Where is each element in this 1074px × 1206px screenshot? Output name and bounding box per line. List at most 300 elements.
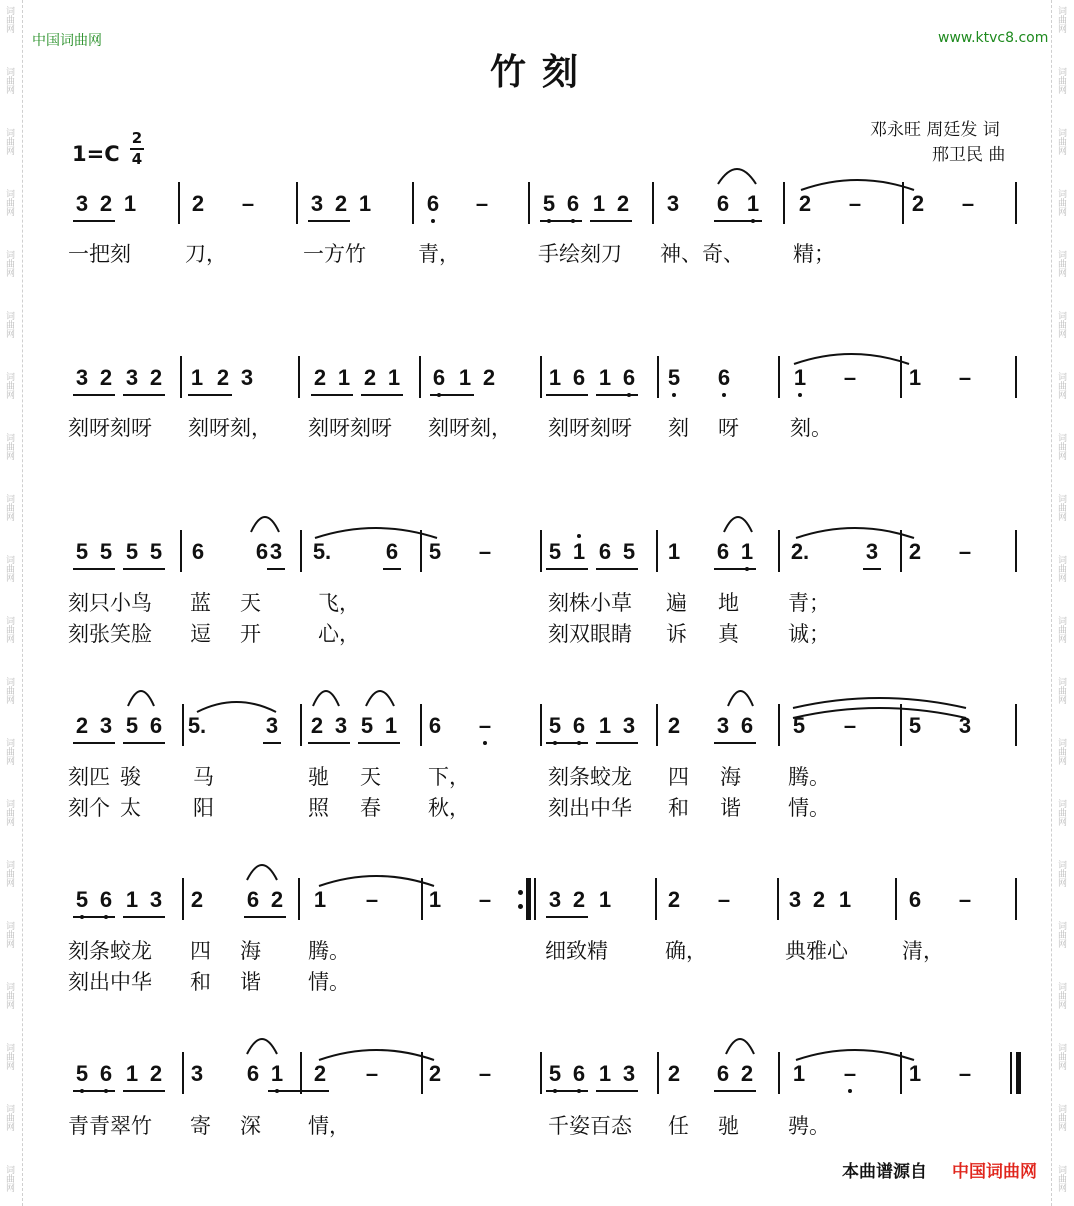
note: 2 xyxy=(99,365,113,390)
note: 6 xyxy=(619,364,639,392)
dash-extension: – xyxy=(848,191,862,216)
lyric-syllable-group: 刻双眼睛 xyxy=(548,622,632,646)
note: 5 xyxy=(72,1060,92,1088)
key-signature: 1=C xyxy=(72,142,120,166)
beam-underline xyxy=(596,394,638,396)
lyric-syllable-group: 任 xyxy=(668,1114,689,1138)
footer-site-name: 中国词曲网 xyxy=(952,1162,1037,1182)
side-watermark-text: 词曲网 xyxy=(4,1043,14,1070)
beam-underline xyxy=(308,742,350,744)
dash-extension: – xyxy=(475,191,489,216)
lyric-syllable-group: 和 xyxy=(190,970,211,994)
lyric-syllable-group: 下， xyxy=(428,765,470,789)
note: 5 xyxy=(539,190,559,218)
beam-underline xyxy=(123,742,165,744)
dash-extension: – xyxy=(717,887,731,912)
note: 2 xyxy=(482,365,496,390)
barline xyxy=(1015,182,1017,224)
lyric-syllable-group: 刻条蛟龙 xyxy=(68,939,152,963)
lyric-syllable-group: 驰 xyxy=(308,765,329,789)
dash-extension: – xyxy=(241,191,255,216)
note: 6 xyxy=(96,886,116,914)
side-watermark-text: 词曲网 xyxy=(4,372,14,399)
side-watermark-text: 词曲网 xyxy=(1056,6,1066,33)
barline xyxy=(412,182,414,224)
lyric-syllable-group: 精； xyxy=(793,242,835,266)
beam-underline xyxy=(73,568,115,570)
note: 6 xyxy=(429,364,449,392)
lyric-syllable-group: 青青翠竹 xyxy=(68,1114,152,1138)
barline xyxy=(656,530,658,572)
note: 3 xyxy=(240,365,254,390)
lyric-syllable-group: 刻只小鸟 xyxy=(68,591,152,615)
beam-underline xyxy=(714,220,762,222)
side-watermark-text: 词曲网 xyxy=(1056,982,1066,1009)
beam-underline xyxy=(263,742,281,744)
lyric-syllable-group: 情。 xyxy=(788,796,830,820)
note: 2 xyxy=(572,887,586,912)
lyric-syllable-group: 刻呀刻， xyxy=(188,416,272,440)
lyric-syllable-group: 青； xyxy=(788,591,830,615)
note: 3 xyxy=(265,713,279,738)
lyric-syllable-group: 照 xyxy=(308,796,329,820)
beam-underline xyxy=(73,1090,115,1092)
side-watermark-text: 词曲网 xyxy=(4,1165,14,1192)
note: 2 xyxy=(270,887,284,912)
lyric-syllable-group: 秋， xyxy=(428,796,470,820)
barline xyxy=(1015,356,1017,398)
tie-arc xyxy=(795,1046,915,1062)
barline xyxy=(534,878,536,920)
site-url-right: www.ktvc8.com xyxy=(938,30,1049,46)
note: 1 xyxy=(387,365,401,390)
side-watermark-text: 词曲网 xyxy=(1056,1165,1066,1192)
note: 1 xyxy=(358,191,372,216)
note: 3 xyxy=(75,365,89,390)
lyric-syllable-group: 谐 xyxy=(720,796,741,820)
barline xyxy=(298,356,300,398)
beam-underline xyxy=(267,568,285,570)
note: 1 xyxy=(384,713,398,738)
side-watermark-text: 词曲网 xyxy=(4,433,14,460)
tie-arc xyxy=(792,704,967,720)
dash-extension: – xyxy=(843,365,857,390)
barline xyxy=(778,356,780,398)
lyric-syllable-group: 马 xyxy=(193,765,214,789)
barline xyxy=(778,530,780,572)
note: 3 xyxy=(269,539,283,564)
lyric-syllable-group: 刻呀刻呀 xyxy=(68,416,152,440)
dash-extension: – xyxy=(958,539,972,564)
lyric-syllable-group: 刻呀刻， xyxy=(428,416,512,440)
barline xyxy=(778,1052,780,1094)
beam-underline xyxy=(268,1090,329,1092)
dash-extension: – xyxy=(961,191,975,216)
note: 3 xyxy=(788,887,802,912)
low-octave-dot xyxy=(483,741,487,745)
note: 2 xyxy=(310,713,324,738)
lyric-syllable-group: 开 xyxy=(240,622,261,646)
lyric-syllable-group: 千姿百态 xyxy=(548,1114,632,1138)
note: 5 xyxy=(545,712,565,740)
side-watermark-text: 词曲网 xyxy=(4,738,14,765)
lyric-syllable-group: 天 xyxy=(240,591,261,615)
lyric-syllable-group: 情。 xyxy=(308,970,350,994)
tie-arc xyxy=(196,698,277,714)
lyric-syllable-group: 真 xyxy=(718,622,739,646)
lyric-syllable-group: 谐 xyxy=(240,970,261,994)
lyric-syllable-group: 刀， xyxy=(185,242,227,266)
note: 6 xyxy=(572,365,586,390)
note: 2 xyxy=(798,191,812,216)
barline xyxy=(300,1052,302,1094)
side-watermark-text: 词曲网 xyxy=(4,616,14,643)
lyric-syllable-group: 遍 xyxy=(666,591,687,615)
beam-underline xyxy=(596,742,638,744)
note: 3 xyxy=(99,713,113,738)
note: 1 xyxy=(790,364,810,392)
note: 1 xyxy=(313,887,327,912)
fermata-arc xyxy=(246,864,278,882)
beam-underline xyxy=(123,1090,165,1092)
note: 2 xyxy=(216,365,230,390)
dash-extension: – xyxy=(478,1061,492,1086)
barline xyxy=(182,1052,184,1094)
low-octave-dot xyxy=(431,219,435,223)
lyric-syllable-group: 骋。 xyxy=(788,1114,830,1138)
note: 1 xyxy=(548,365,562,390)
note: 2 xyxy=(667,887,681,912)
note: 3 xyxy=(666,191,680,216)
lyric-syllable-group: 刻张笑脸 xyxy=(68,622,152,646)
note: 3 xyxy=(334,713,348,738)
beam-underline xyxy=(540,220,582,222)
side-watermark-text: 词曲网 xyxy=(4,494,14,521)
note: 1 xyxy=(792,1061,806,1086)
time-signature xyxy=(130,130,144,168)
note: 6 xyxy=(428,713,442,738)
lyric-syllable-group: 寄 xyxy=(190,1114,211,1138)
final-barline xyxy=(1016,1052,1021,1094)
lyric-syllable-group: 腾。 xyxy=(788,765,830,789)
side-watermark-text: 词曲网 xyxy=(4,67,14,94)
note: 2 xyxy=(908,539,922,564)
note: 5. xyxy=(312,539,332,564)
lyric-syllable-group: 刻 xyxy=(668,416,689,440)
note: 3 xyxy=(622,713,636,738)
lyric-syllable-group: 手绘刻刀 xyxy=(538,242,622,266)
lyric-syllable-group: 神、奇、 xyxy=(660,242,744,266)
lyric-syllable-group: 诉 xyxy=(666,622,687,646)
lyric-syllable-group: 驰 xyxy=(718,1114,739,1138)
dash-extension: – xyxy=(478,539,492,564)
barline xyxy=(300,530,302,572)
side-watermark-text: 词曲网 xyxy=(4,250,14,277)
note: 6 xyxy=(598,539,612,564)
lyric-syllable-group: 清， xyxy=(902,939,944,963)
score-line xyxy=(0,364,1074,424)
note: 2 xyxy=(99,191,113,216)
tie-arc xyxy=(318,1046,435,1062)
tie-arc xyxy=(314,524,438,540)
beam-underline xyxy=(358,742,400,744)
barline xyxy=(1015,530,1017,572)
lyric-syllable-group: 逗 xyxy=(190,622,211,646)
note: 1 xyxy=(667,539,681,564)
barline xyxy=(657,1052,659,1094)
note: 6 xyxy=(908,887,922,912)
lyric-syllable-group: 天 xyxy=(360,765,381,789)
high-octave-dot xyxy=(577,534,581,538)
note: 2 xyxy=(149,1061,163,1086)
lyric-syllable-group: 一方竹 xyxy=(303,242,366,266)
note: 5 xyxy=(908,713,922,738)
repeat-barline xyxy=(526,878,531,920)
note: 2 xyxy=(363,365,377,390)
note: 1 xyxy=(123,191,137,216)
lyric-syllable-group: 诚； xyxy=(788,622,830,646)
lyric-syllable-group: 呀 xyxy=(718,416,739,440)
note: 1 xyxy=(267,1060,287,1088)
side-watermark-text: 词曲网 xyxy=(1056,616,1066,643)
note: 6 xyxy=(716,539,730,564)
lyric-syllable-group: 蓝 xyxy=(190,591,211,615)
note: 1 xyxy=(598,887,612,912)
side-watermark-text: 词曲网 xyxy=(1056,128,1066,155)
side-watermark-text: 词曲网 xyxy=(1056,860,1066,887)
note: 6 xyxy=(714,364,734,392)
side-watermark-text: 词曲网 xyxy=(1056,433,1066,460)
fermata-arc xyxy=(725,1038,755,1056)
beam-underline xyxy=(73,220,115,222)
note: 2 xyxy=(334,191,348,216)
beam-underline xyxy=(546,742,588,744)
lyric-syllable-group: 飞， xyxy=(318,591,360,615)
lyric-syllable-group: 地 xyxy=(718,591,739,615)
note: 2 xyxy=(75,713,89,738)
barline xyxy=(777,878,779,920)
lyric-syllable-group: 海 xyxy=(720,765,741,789)
note: 6 xyxy=(423,190,443,218)
song-title: 竹刻 xyxy=(490,51,595,93)
note: 1 xyxy=(838,887,852,912)
fermata-arc xyxy=(127,690,155,708)
fermata-arc xyxy=(246,1038,278,1056)
beam-underline xyxy=(123,916,165,918)
side-watermark-text: 词曲网 xyxy=(1056,372,1066,399)
barline xyxy=(419,356,421,398)
note: 5 xyxy=(664,364,684,392)
lyric-syllable-group: 刻呀刻呀 xyxy=(548,416,632,440)
note: 6 xyxy=(716,1061,730,1086)
lyric-syllable-group: 刻。 xyxy=(790,416,832,440)
note: 1 xyxy=(125,887,139,912)
beam-underline xyxy=(596,1090,638,1092)
note: 6 xyxy=(191,539,205,564)
beam-underline xyxy=(308,220,350,222)
fermata-arc xyxy=(312,690,340,708)
note: 1 xyxy=(598,365,612,390)
barline xyxy=(1010,1052,1012,1094)
note: 6 xyxy=(569,1060,589,1088)
note: 1 xyxy=(743,190,763,218)
barline xyxy=(182,878,184,920)
note: 3 xyxy=(548,887,562,912)
note: 3 xyxy=(865,539,879,564)
dash-extension: – xyxy=(475,712,495,740)
note: 6 xyxy=(569,712,589,740)
barline xyxy=(783,182,785,224)
lyric-syllable-group: 骏 xyxy=(120,765,141,789)
note: 3 xyxy=(75,191,89,216)
lyric-syllable-group: 刻株小草 xyxy=(548,591,632,615)
beam-underline xyxy=(546,916,588,918)
tie-arc xyxy=(793,350,910,366)
side-watermark-text: 词曲网 xyxy=(1056,494,1066,521)
note: 1 xyxy=(337,365,351,390)
note: 1 xyxy=(908,1061,922,1086)
barline xyxy=(656,704,658,746)
fermata-arc xyxy=(723,516,753,534)
note: 3 xyxy=(310,191,324,216)
note: 2 xyxy=(667,1061,681,1086)
note: 2 xyxy=(190,887,204,912)
note: 5 xyxy=(548,539,562,564)
lyric-syllable-group: 阳 xyxy=(193,796,214,820)
beam-underline xyxy=(123,568,165,570)
lyric-syllable-group: 刻匹 xyxy=(68,765,110,789)
note: 6 xyxy=(246,1061,260,1086)
dash-extension: – xyxy=(478,887,492,912)
dash-extension: – xyxy=(958,887,972,912)
lyric-syllable-group: 深 xyxy=(240,1114,261,1138)
lyric-syllable-group: 海 xyxy=(240,939,261,963)
barline xyxy=(657,356,659,398)
note: 5 xyxy=(75,539,89,564)
low-octave-dot xyxy=(672,393,676,397)
fermata-arc xyxy=(717,168,757,186)
lyric-syllable-group: 一把刻 xyxy=(68,242,131,266)
side-watermark-text: 词曲网 xyxy=(4,860,14,887)
dash-extension: – xyxy=(958,365,972,390)
lyric-syllable-group: 典雅心 xyxy=(785,939,848,963)
note: 3 xyxy=(149,887,163,912)
tie-arc xyxy=(795,524,915,540)
note: 2 xyxy=(313,365,327,390)
note: 1 xyxy=(737,538,757,566)
beam-underline xyxy=(73,742,115,744)
note: 1 xyxy=(125,1061,139,1086)
note: 6 xyxy=(149,713,163,738)
side-watermark-text: 词曲网 xyxy=(1056,67,1066,94)
side-watermark-text: 词曲网 xyxy=(1056,799,1066,826)
note: 1 xyxy=(428,887,442,912)
lyric-syllable-group: 刻个 xyxy=(68,796,110,820)
barline xyxy=(540,704,542,746)
barline xyxy=(300,704,302,746)
beam-underline xyxy=(596,568,638,570)
lyric-syllable-group: 刻条蛟龙 xyxy=(548,765,632,789)
side-watermark-text: 词曲网 xyxy=(4,555,14,582)
note: 5 xyxy=(622,539,636,564)
side-watermark-text: 词曲网 xyxy=(4,982,14,1009)
note: 2 xyxy=(740,1061,754,1086)
side-watermark-text: 词曲网 xyxy=(1056,311,1066,338)
site-name-left: 中国词曲网 xyxy=(32,33,102,49)
right-margin-strip xyxy=(1051,0,1074,1206)
lyric-syllable-group: 刻呀刻呀 xyxy=(308,416,392,440)
note: 1 xyxy=(190,365,204,390)
dash-extension: – xyxy=(840,1060,860,1088)
barline xyxy=(652,182,654,224)
lyric-syllable-group: 四 xyxy=(668,765,689,789)
note: 2 xyxy=(191,191,205,216)
note: 3 xyxy=(716,713,730,738)
lyric-syllable-group: 四 xyxy=(190,939,211,963)
note: 5 xyxy=(428,539,442,564)
beam-underline xyxy=(73,916,115,918)
beam-underline xyxy=(590,220,632,222)
note: 5. xyxy=(187,713,207,738)
note: 6 xyxy=(563,190,583,218)
note: 2. xyxy=(790,539,810,564)
beam-underline xyxy=(546,568,588,570)
barline xyxy=(895,878,897,920)
barline xyxy=(298,878,300,920)
note: 3 xyxy=(958,713,972,738)
lyricist-credit: 邓永旺 周廷发 词 xyxy=(870,120,1000,140)
note: 6 xyxy=(716,191,730,216)
score-line xyxy=(0,1060,1074,1120)
dash-extension: – xyxy=(843,713,857,738)
fermata-arc xyxy=(727,690,754,708)
beam-underline xyxy=(73,394,115,396)
beam-underline xyxy=(714,742,756,744)
lyric-syllable-group: 细致精 xyxy=(545,939,608,963)
note: 6 xyxy=(246,887,260,912)
beam-underline xyxy=(383,568,401,570)
note: 2 xyxy=(812,887,826,912)
side-watermark-text: 词曲网 xyxy=(1056,555,1066,582)
side-watermark-text: 词曲网 xyxy=(4,677,14,704)
low-octave-dot xyxy=(848,1089,852,1093)
note: 6 xyxy=(96,1060,116,1088)
barline xyxy=(420,704,422,746)
note: 6 xyxy=(740,713,754,738)
score-line xyxy=(0,190,1074,250)
note: 1 xyxy=(592,191,606,216)
side-watermark-text: 词曲网 xyxy=(4,799,14,826)
note: 5 xyxy=(125,713,139,738)
note: 6 xyxy=(385,539,399,564)
dash-extension: – xyxy=(958,1061,972,1086)
side-watermark-text: 词曲网 xyxy=(4,189,14,216)
note: 2 xyxy=(313,1061,327,1086)
side-watermark-text: 词曲网 xyxy=(4,6,14,33)
repeat-dot xyxy=(518,904,523,909)
note: 2 xyxy=(667,713,681,738)
side-watermark-text: 词曲网 xyxy=(4,311,14,338)
note: 2 xyxy=(428,1061,442,1086)
note: 3 xyxy=(190,1061,204,1086)
side-watermark-text: 词曲网 xyxy=(1056,189,1066,216)
tie-arc xyxy=(318,872,435,888)
score-line xyxy=(0,538,1074,598)
barline xyxy=(540,530,542,572)
barline xyxy=(1015,878,1017,920)
low-octave-dot xyxy=(798,393,802,397)
side-watermark-text: 词曲网 xyxy=(1056,677,1066,704)
